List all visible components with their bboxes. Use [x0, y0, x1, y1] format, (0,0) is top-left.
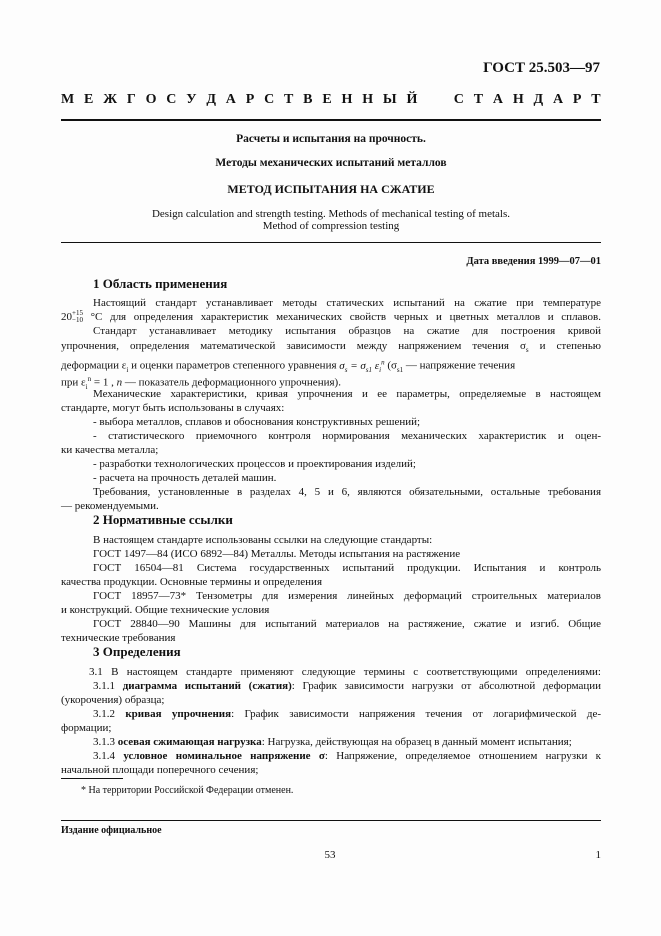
s1-bullet-4: - расчета на прочность деталей машин.: [93, 472, 277, 484]
english-title-1: Design calculation and strength testing. Methods of mechanical testing of metals.: [151, 208, 511, 220]
s3-def-2: 3.1.2 кривая упрочнения: График зависимости напряжения течения от логарифмической де-: [93, 708, 601, 720]
english-title-2: Method of compression testing: [262, 220, 400, 232]
s1-p2-line4: при $\varepsilon_i^n = 1$ , n — показатель деформационного упрочнения).: [61, 375, 341, 391]
heading-letter: А: [552, 92, 564, 107]
s3-def-4b: начальной площади поперечного сечения;: [61, 764, 259, 776]
s2-ref-3b: и конструкций. Общие технические условия: [61, 604, 270, 616]
heading-letter: Н: [341, 92, 353, 107]
heading-letter: Р: [572, 92, 582, 107]
heading-letter: [427, 92, 431, 108]
section-1-heading: 1 Область применения: [93, 276, 228, 291]
s3-def-3: 3.1.3 осевая сжимающая нагрузка: Нагрузка, действующая на образец в данный момент испытания;: [93, 736, 572, 748]
heading-letter: Ы: [382, 92, 397, 107]
s3-def-1: 3.1.1 диаграмма испытаний (сжатия): График зависимости нагрузки от абсолютной деформации: [93, 680, 601, 692]
heading-letter: Е: [322, 92, 332, 107]
title-line-2: Методы механических испытаний металлов: [215, 157, 447, 169]
heading-letter: Ж: [103, 92, 118, 107]
gost-number: ГОСТ 25.503—97: [483, 60, 600, 76]
intro-date: Дата введения 1999—07—01: [466, 256, 601, 267]
power-equation: $\sigma_s = \sigma_{s1}$ $\varepsilon_i^n$: [339, 358, 385, 374]
s1-p3-line2: стандарте, могут быть использованы в случаях:: [61, 402, 285, 414]
s1-bullet-2b: ки качества металла;: [61, 444, 159, 456]
s3-p1: 3.1 В настоящем стандарте применяют следующие термины с соответствующими определениями:: [89, 666, 601, 678]
heading-letter: Н: [362, 92, 374, 107]
heading-letter: Р: [245, 92, 255, 107]
s3-def-4: 3.1.4 условное номинальное напряжение σ: Напряжение, определяемое отношением нагрузки к: [93, 750, 602, 762]
heading-letter: В: [303, 92, 313, 107]
title-rule: [61, 242, 601, 243]
s1-p4-line1: Требования, установленные в разделах 4, 5 и 6, являются обязательными, остальные требования: [93, 486, 601, 498]
s1-p2-line1: Стандарт устанавливает методику испытания образцов на сжатие для построения кривой: [93, 325, 601, 337]
heading-letter: Н: [512, 92, 524, 107]
s1-p4-line2: — рекомендуемыми.: [61, 500, 159, 512]
title-line-1: Расчеты и испытания на прочность.: [236, 133, 426, 145]
footnote: * На территории Российской Федерации отменен.: [81, 785, 294, 796]
s3-def-2b: формации;: [61, 722, 112, 734]
s1-p1-line1: Настоящий стандарт устанавливает методы статических испытаний на сжатие при температуре: [93, 297, 601, 309]
s2-ref-2b: качества продукции. Основные термины и определения: [61, 576, 323, 588]
heading-letter: А: [225, 92, 236, 107]
s1-p2-line2: упрочнения, определения математической зависимости между напряжением течения $\sigma_s$ и степенью: [61, 340, 601, 355]
s2-ref-4b: технические требования: [61, 632, 176, 644]
s1-bullet-2: - статистического приемочного контроля нормирования механических характеристик и оцен-: [93, 430, 601, 442]
heading-letter: О: [145, 92, 157, 107]
page-number: 53: [324, 849, 336, 861]
heading-letter: А: [492, 92, 503, 107]
heading-letter: Д: [533, 92, 544, 107]
heading-letter: Е: [84, 92, 94, 107]
standard-type-heading: [61, 92, 601, 108]
heading-letter: С: [264, 92, 275, 107]
heading-letter: С: [166, 92, 177, 107]
heading-letter: Т: [473, 92, 484, 107]
s2-ref-2a: ГОСТ 16504—81 Система государственных испытаний продукции. Испытания и контроль: [93, 562, 601, 574]
heading-letter: Т: [591, 92, 601, 107]
s1-p2-line3: деформации $\varepsilon_i$ и оценки параметров степенного уравнения $\sigma_s = \sigma_{s1}$ $\varepsilon_i^n$ ($\sigma_{s1}$ — напряжение течения: [61, 358, 516, 374]
heading-letter: У: [186, 92, 197, 107]
s3-def-1b: (укорочения) образца;: [61, 694, 165, 706]
top-rule: [61, 119, 601, 121]
sheet-number: 1: [595, 849, 601, 861]
s1-bullet-3: - разработки технологических процессов и проектирования изделий;: [93, 458, 416, 470]
s1-bullet-1: - выбора металлов, сплавов и обоснования конструктивных решений;: [93, 416, 421, 428]
heading-letter: [440, 92, 444, 108]
heading-letter: Г: [126, 92, 136, 107]
s2-p1: В настоящем стандарте использованы ссылки на следующие стандарты:: [93, 534, 433, 546]
heading-letter: С: [453, 92, 464, 107]
s1-p1-line2: 20 +15 −10 °С для определения характеристик механических свойств черных и цветных металлов и сплавов.: [61, 309, 601, 325]
edition-label: Издание официальное: [61, 825, 162, 836]
s1-p3-line1: Механические характеристики, кривая упрочнения и ее параметры, определяемые в настоящем: [93, 388, 601, 400]
section-2-heading: 2 Нормативные ссылки: [93, 512, 233, 527]
bottom-rule: [61, 820, 601, 821]
heading-letter: Й: [406, 92, 418, 107]
heading-letter: Д: [206, 92, 216, 107]
s2-ref-4a: ГОСТ 28840—90 Машины для испытаний материалов на растяжение, сжатие и изгиб. Общие: [93, 618, 601, 630]
s2-ref-1: ГОСТ 1497—84 (ИСО 6892—84) Металлы. Методы испытания на растяжение: [93, 548, 461, 560]
footnote-rule: [61, 778, 123, 779]
heading-letter: М: [61, 92, 75, 107]
main-title: МЕТОД ИСПЫТАНИЯ НА СЖАТИЕ: [227, 182, 435, 196]
section-3-heading: 3 Определения: [93, 644, 181, 659]
heading-letter: Т: [284, 92, 294, 107]
s2-ref-3a: ГОСТ 18957—73* Тензометры для измерения линейных деформаций строительных материалов: [93, 590, 601, 602]
